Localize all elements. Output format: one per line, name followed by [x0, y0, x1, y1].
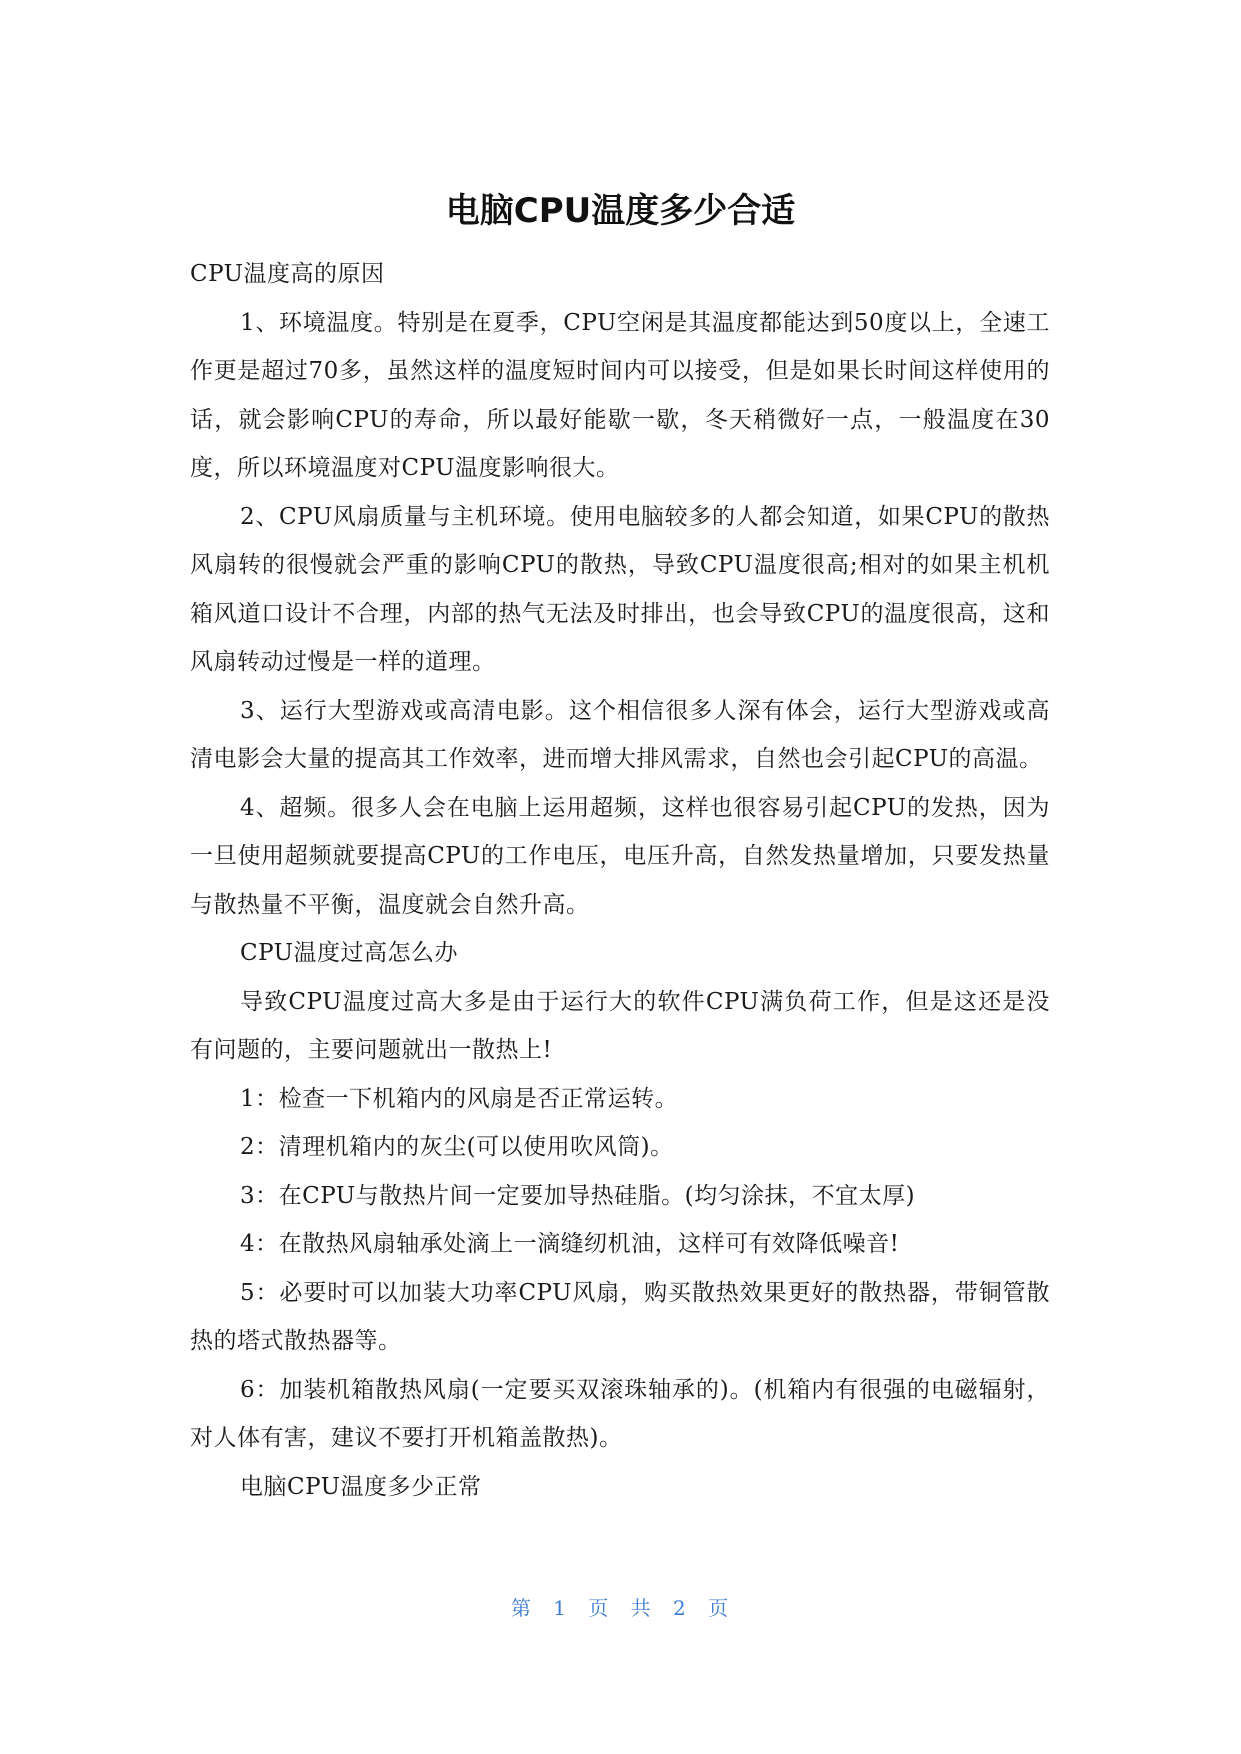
list-item: 4：在散热风扇轴承处滴上一滴缝纫机油，这样可有效降低噪音! [240, 1231, 900, 1257]
list-item: 5：必要时可以加装大功率CPU风扇，购买散热效果更好的散热器，带铜管散热的塔式散热器等。 [190, 1279, 1050, 1354]
paragraph: CPU温度高的原因 [190, 261, 385, 287]
list-item: 3：在CPU与散热片间一定要加导热硅脂。(均匀涂抹，不宜太厚) [240, 1182, 916, 1209]
document-title: 电脑CPU温度多少合适 [445, 191, 796, 231]
paragraph: 2、CPU风扇质量与主机环境。使用电脑较多的人都会知道，如果CPU的散热风扇转的很慢就会严重的影响CPU的散热，导致CPU温度很高;相对的如果主机机箱风道口设计不合理，内部的热气无法及时排出，也会导致CPU的温度很高，这和风扇转动过慢是一样的道理。 [190, 503, 1050, 675]
section-heading: 电脑CPU温度多少正常 [240, 1473, 482, 1500]
page-footer: 第 1 页 共 2 页 [510, 1596, 731, 1620]
list-item: 6：加装机箱散热风扇(一定要买双滚珠轴承的)。(机箱内有很强的电磁辐射，对人体有害，建议不要打开机箱盖散热)。 [190, 1376, 1050, 1451]
document-body [190, 250, 1050, 1511]
paragraph: 3、运行大型游戏或高清电影。这个相信很多人深有体会，运行大型游戏或高清电影会大量的提高其工作效率，进而增大排风需求，自然也会引起CPU的高温。 [190, 697, 1050, 772]
list-item: 1：检查一下机箱内的风扇是否正常运转。 [240, 1085, 679, 1112]
list-item: 2：清理机箱内的灰尘(可以使用吹风筒)。 [240, 1134, 674, 1160]
paragraph: 1、环境温度。特别是在夏季，CPU空闲是其温度都能达到50度以上，全速工作更是超过70多，虽然这样的温度短时间内可以接受，但是如果长时间这样使用的话，就会影响CPU的寿命，所以最好能歇一歇，冬天稍微好一点，一般温度在30度，所以环境温度对CPU温度影响很大。 [190, 309, 1050, 481]
paragraph: 导致CPU温度过高大多是由于运行大的软件CPU满负荷工作，但是这还是没有问题的，主要问题就出一散热上! [190, 988, 1050, 1063]
section-heading: CPU温度过高怎么办 [240, 940, 459, 966]
paragraph: 4、超频。很多人会在电脑上运用超频，这样也很容易引起CPU的发热，因为一旦使用超频就要提高CPU的工作电压，电压升高，自然发热量增加，只要发热量与散热量不平衡，温度就会自然升高。 [190, 794, 1050, 918]
